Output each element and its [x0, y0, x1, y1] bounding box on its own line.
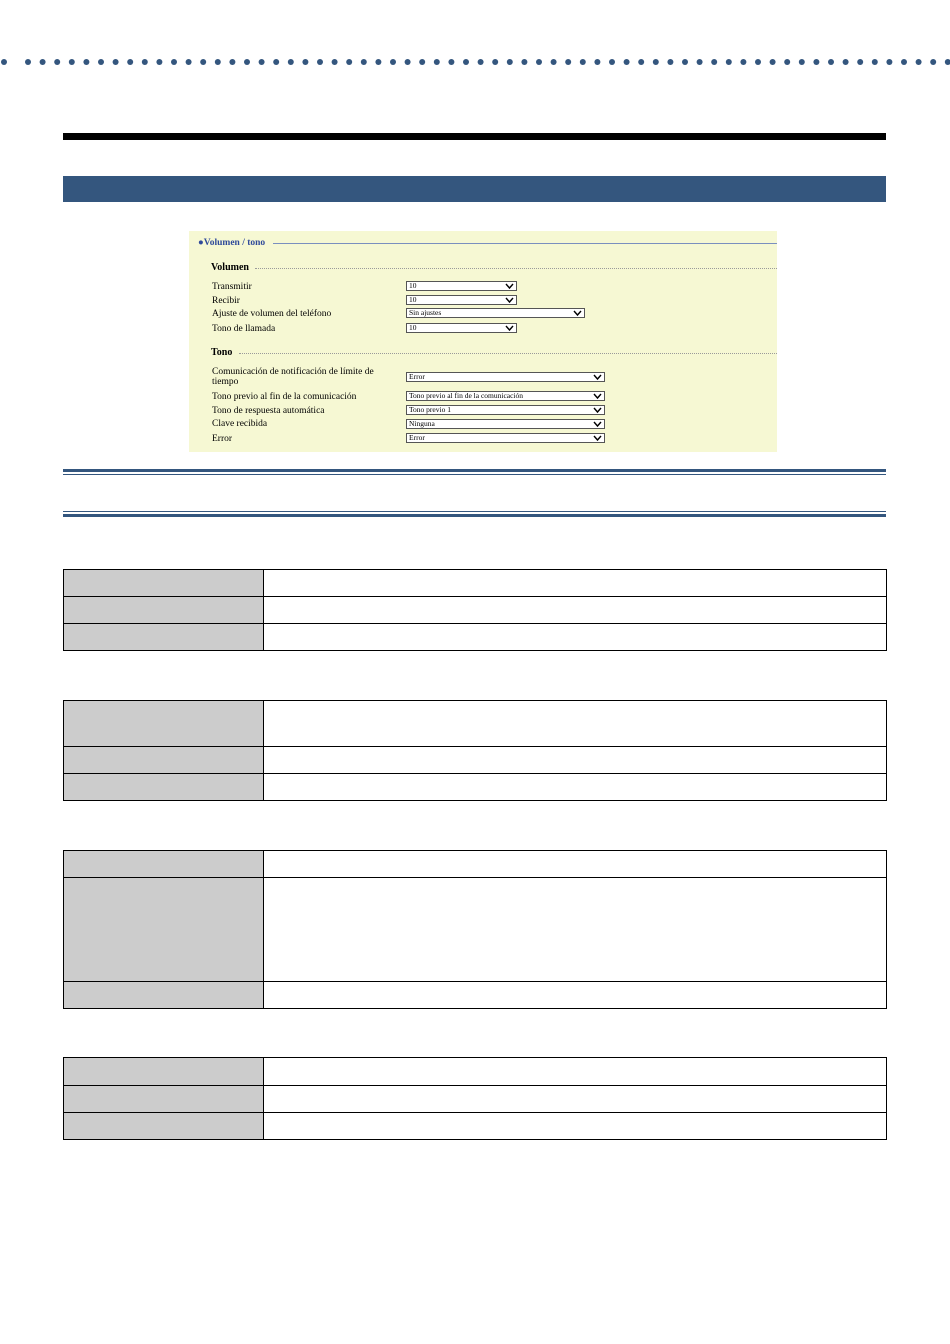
- pre-end-tone-select-value: Tono previo al fin de la comunicación: [409, 391, 524, 400]
- table-row: [64, 1086, 887, 1113]
- receive-select-value: 10: [409, 295, 417, 304]
- table-row: [64, 597, 887, 624]
- table-value-cell: [264, 851, 887, 878]
- table-value-cell: [264, 624, 887, 651]
- table-row: [64, 624, 887, 651]
- spec-table-2: [63, 700, 887, 801]
- table-key-cell: [64, 1113, 264, 1140]
- panel-title: ●Volumen / tono: [198, 238, 266, 248]
- table-key-cell: [64, 1058, 264, 1086]
- table-row: [64, 570, 887, 597]
- spec-table-1: [63, 569, 887, 651]
- chevron-down-icon: [505, 282, 514, 290]
- table-key-cell: [64, 851, 264, 878]
- panel-title-rule: [273, 243, 777, 244]
- receive-select[interactable]: [406, 295, 517, 305]
- spec-table-4: [63, 1057, 887, 1140]
- table-row: [64, 851, 887, 878]
- table-value-cell: [264, 1113, 887, 1140]
- ring-tone-label: Tono de llamada: [212, 324, 276, 334]
- chevron-down-icon: [593, 392, 602, 400]
- section-divider-bottom: [63, 511, 886, 517]
- volume-heading-rule: [255, 268, 777, 269]
- table-key-cell: [64, 878, 264, 982]
- table-row: [64, 1058, 887, 1086]
- ring-tone-select[interactable]: [406, 323, 517, 333]
- table-value-cell: [264, 1058, 887, 1086]
- chevron-down-icon: [593, 420, 602, 428]
- table-key-cell: [64, 570, 264, 597]
- transmit-select-value: 10: [409, 281, 417, 290]
- table-value-cell: [264, 701, 887, 747]
- error-tone-select[interactable]: [406, 433, 605, 443]
- auto-answer-tone-select[interactable]: [406, 405, 605, 415]
- time-limit-notification-label: Comunicación de notificación de límite de tiempo: [212, 367, 374, 387]
- table-key-cell: [64, 774, 264, 801]
- phone-volume-select-value: Sin ajustes: [409, 308, 442, 317]
- table-row: [64, 878, 887, 982]
- ring-tone-select-value: 10: [409, 323, 417, 332]
- table-row: [64, 774, 887, 801]
- table-value-cell: [264, 597, 887, 624]
- auto-answer-tone-select-value: Tono previo 1: [409, 405, 451, 414]
- table-row: [64, 701, 887, 747]
- table-key-cell: [64, 624, 264, 651]
- received-key-label: Clave recibida: [212, 419, 268, 429]
- table-row: [64, 747, 887, 774]
- error-tone-select-value: Error: [409, 433, 425, 442]
- pre-end-tone-label: Tono previo al fin de la comunicación: [212, 392, 357, 402]
- table-row: [64, 982, 887, 1009]
- volume-tone-settings-panel: [189, 231, 777, 452]
- table-key-cell: [64, 701, 264, 747]
- tone-heading-rule: [239, 353, 777, 354]
- auto-answer-tone-label: Tono de respuesta automática: [212, 406, 325, 416]
- received-key-select-value: Ninguna: [409, 419, 435, 428]
- chevron-down-icon: [593, 373, 602, 381]
- section-header-bar: [63, 176, 886, 202]
- chevron-down-icon: [505, 296, 514, 304]
- table-row: [64, 1113, 887, 1140]
- table-value-cell: [264, 747, 887, 774]
- table-value-cell: [264, 774, 887, 801]
- phone-volume-select[interactable]: [406, 308, 585, 318]
- chevron-down-icon: [593, 434, 602, 442]
- chevron-down-icon: [573, 309, 582, 317]
- table-key-cell: [64, 982, 264, 1009]
- pre-end-tone-select[interactable]: [406, 391, 605, 401]
- table-key-cell: [64, 597, 264, 624]
- phone-volume-label: Ajuste de volumen del teléfono: [212, 309, 332, 319]
- table-value-cell: [264, 878, 887, 982]
- section-divider-top: [63, 469, 886, 475]
- received-key-select[interactable]: [406, 419, 605, 429]
- table-value-cell: [264, 982, 887, 1009]
- spec-table-3: [63, 850, 887, 1009]
- chevron-down-icon: [593, 406, 602, 414]
- time-limit-notification-select[interactable]: [406, 372, 605, 382]
- transmit-label: Transmitir: [212, 282, 252, 292]
- chevron-down-icon: [505, 324, 514, 332]
- transmit-select[interactable]: [406, 281, 517, 291]
- volume-heading: Volumen: [211, 262, 249, 273]
- chapter-rule: [63, 133, 886, 140]
- table-key-cell: [64, 747, 264, 774]
- table-key-cell: [64, 1086, 264, 1113]
- receive-label: Recibir: [212, 296, 240, 306]
- table-value-cell: [264, 1086, 887, 1113]
- table-value-cell: [264, 570, 887, 597]
- time-limit-notification-select-value: Error: [409, 372, 425, 381]
- error-tone-label: Error: [212, 434, 233, 444]
- dotted-separator: [0, 58, 950, 66]
- tone-heading: Tono: [211, 347, 233, 358]
